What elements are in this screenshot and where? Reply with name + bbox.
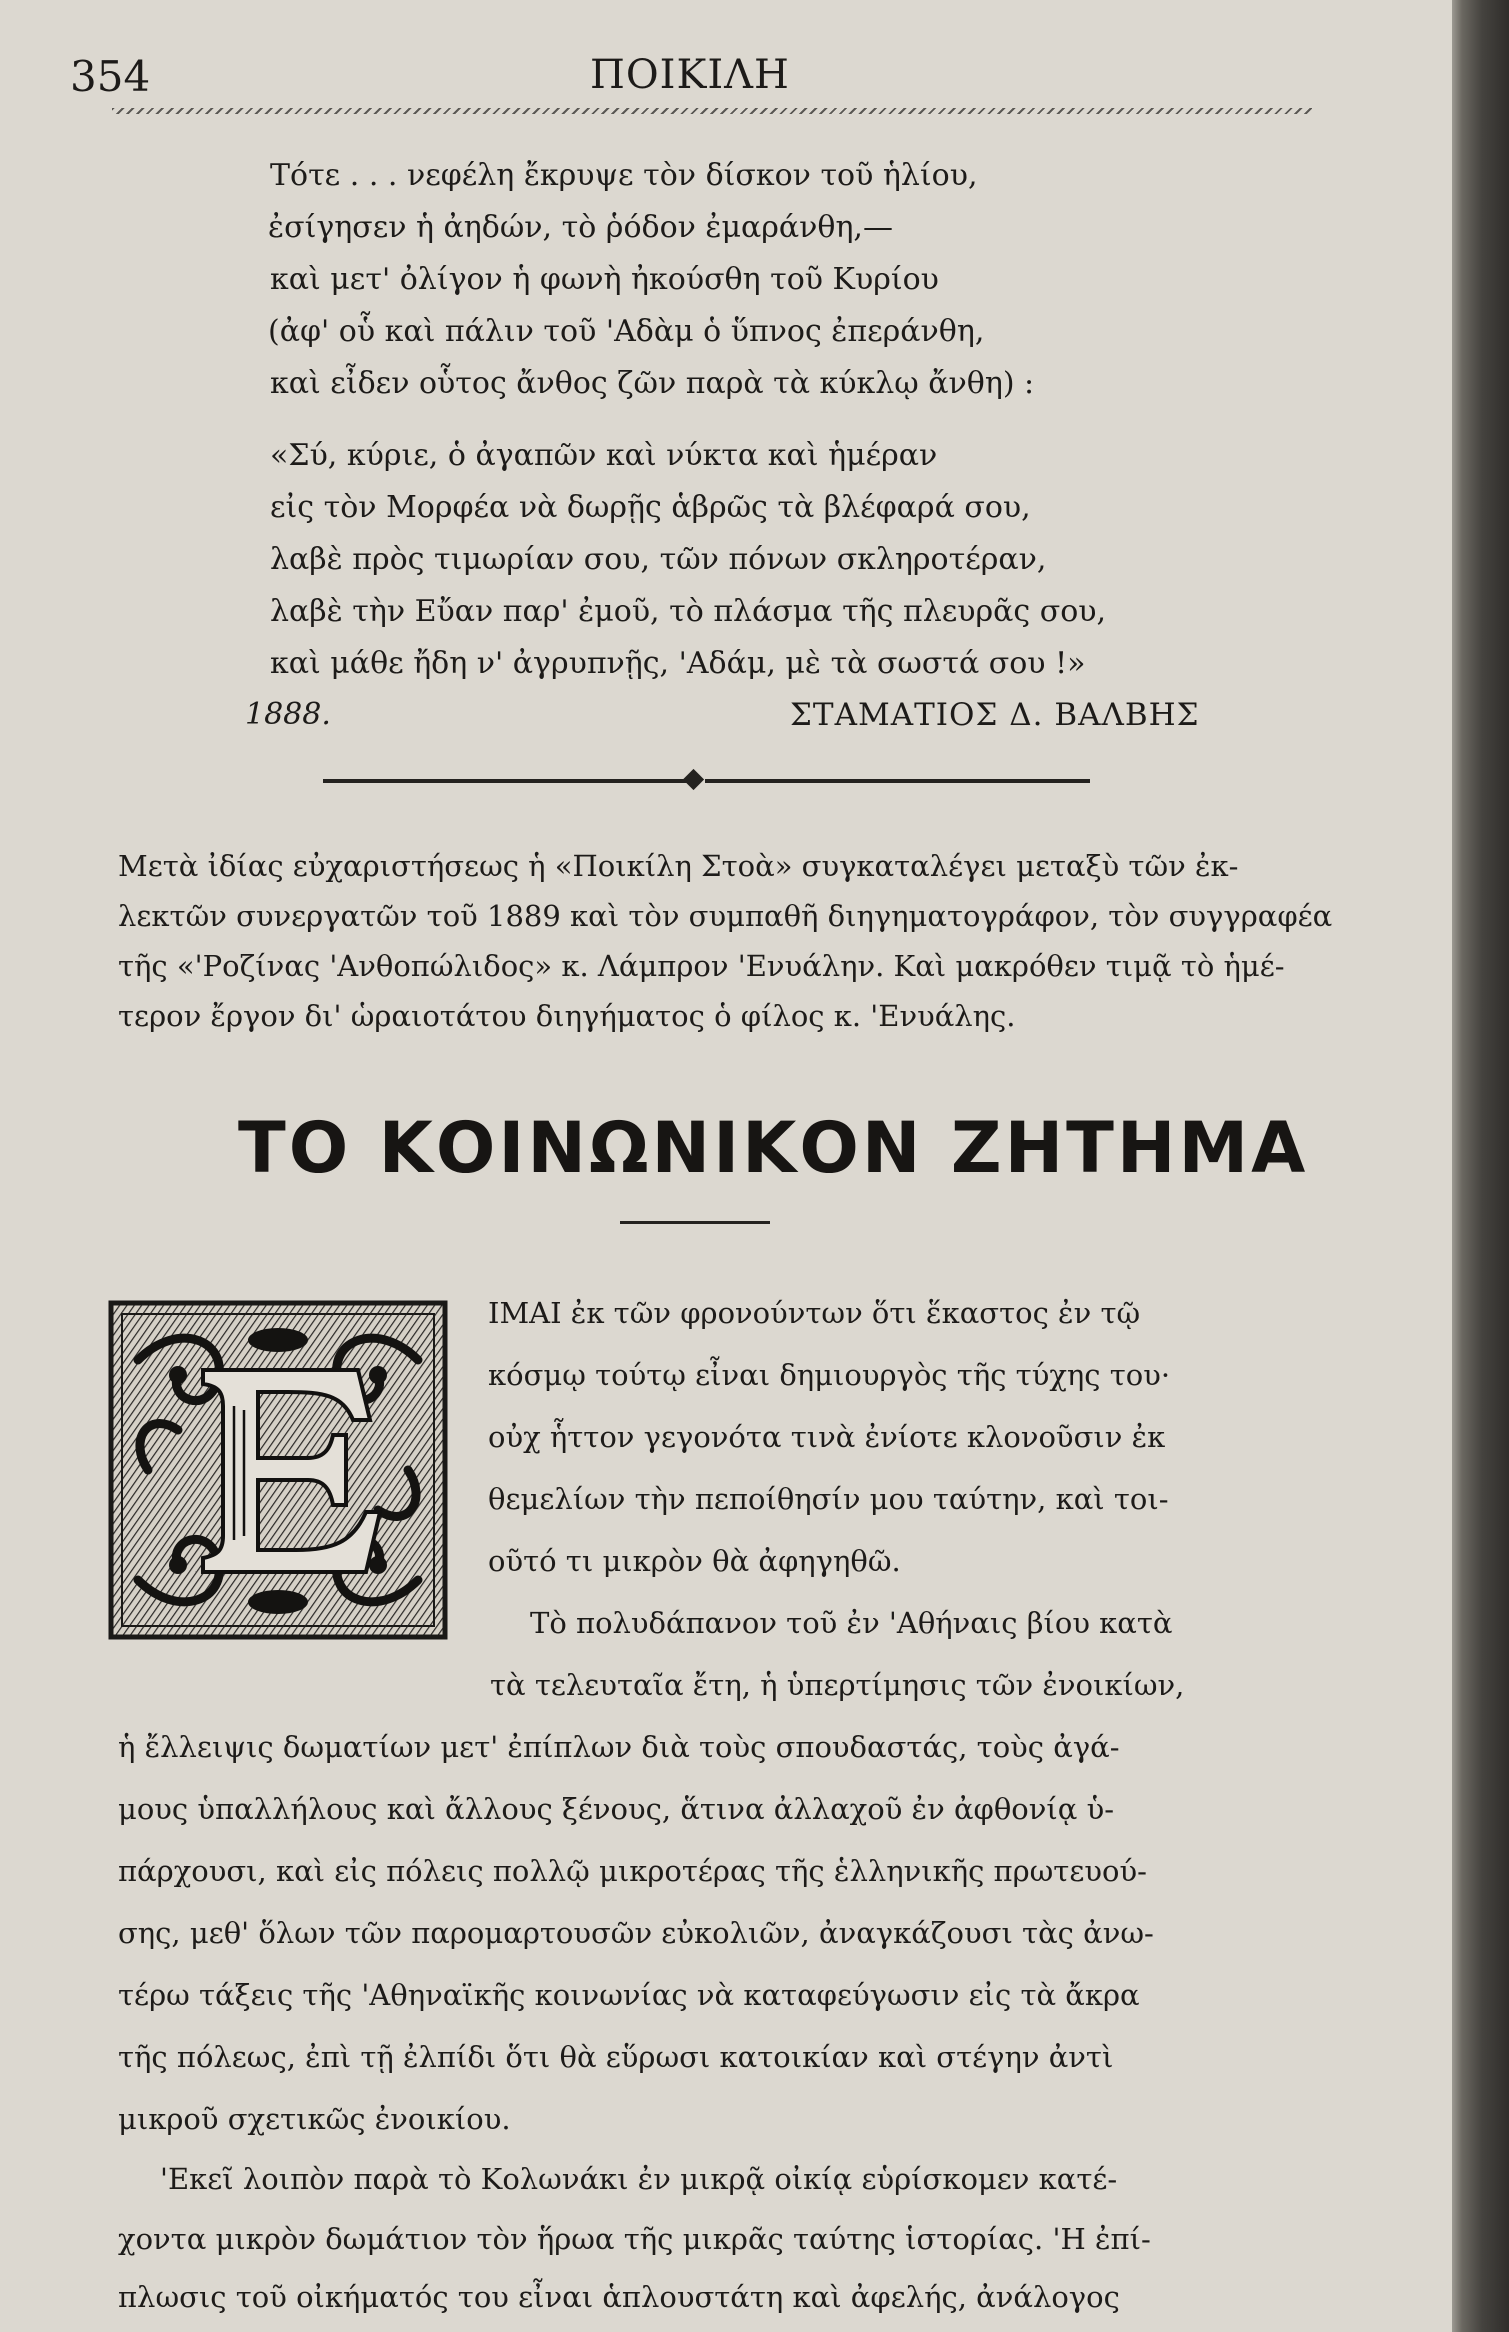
paragraph-line: χοντα μικρὸν δωμάτιον τὸν ἥρωα τῆς μικρᾶς ταύτης ἱστορίας. 'Η ἐπί- <box>118 2222 1151 2256</box>
note-line: τερον ἔργον δι' ὡραιοτάτου διηγήματος ὁ φίλος κ. 'Ενυάλης. <box>118 999 1016 1033</box>
paragraph-line: Τὸ πολυδάπανον τοῦ ἐν 'Αθήναις βίου κατὰ <box>530 1606 1173 1640</box>
poem-date: 1888. <box>245 697 331 732</box>
poem-line: (ἀφ' οὗ καὶ πάλιν τοῦ 'Αδὰμ ὁ ὕπνος ἐπεράνθη, <box>268 314 985 349</box>
paragraph-line: 'Εκεῖ λοιπὸν παρὰ τὸ Κολωνάκι ἐν μικρᾷ οἰκίᾳ εὑρίσκομεν κατέ- <box>160 2162 1118 2196</box>
poem-line: λαβὲ τὴν Εὔαν παρ' ἐμοῦ, τὸ πλάσμα τῆς πλευρᾶς σου, <box>270 594 1107 629</box>
drop-cap-ornament-icon <box>108 1300 448 1640</box>
paragraph-line: οὐχ ἧττον γεγονότα τινὰ ἐνίοτε κλονοῦσιν ἐκ <box>488 1420 1166 1454</box>
poem-line: καὶ μετ' ὀλίγον ἡ φωνὴ ἠκούσθη τοῦ Κυρίου <box>270 262 939 297</box>
paragraph-line: πλωσις τοῦ οἰκήματός του εἶναι ἁπλουστάτη καὶ ἀφελής, ἀνάλογος <box>118 2280 1120 2314</box>
paragraph-line: τῆς πόλεως, ἐπὶ τῇ ἐλπίδι ὅτι θὰ εὕρωσι κατοικίαν καὶ στέγην ἀντὶ <box>118 2040 1114 2074</box>
paragraph-line: σης, μεθ' ὅλων τῶν παρομαρτουσῶν εὐκολιῶν, ἀναγκάζουσι τὰς ἀνω- <box>118 1916 1154 1950</box>
poem-line: λαβὲ πρὸς τιμωρίαν σου, τῶν πόνων σκληροτέραν, <box>270 542 1047 577</box>
note-line: Μετὰ ἰδίας εὐχαριστήσεως ἡ «Ποικίλη Στοὰ» συγκαταλέγει μεταξὺ τῶν ἐκ- <box>118 849 1239 883</box>
paragraph-line: ἡ ἔλλειψις δωματίων μετ' ἐπίπλων διὰ τοὺς σπουδαστάς, τοὺς ἀγά- <box>118 1730 1120 1764</box>
header-rule <box>112 108 1312 114</box>
drop-cap <box>108 1300 448 1640</box>
separator-rule-right <box>705 779 1090 783</box>
paragraph-line: κόσμῳ τούτῳ εἶναι δημιουργὸς τῆς τύχης του· <box>488 1358 1171 1392</box>
poem-line: εἰς τὸν Μορφέα νὰ δωρῇς ἁβρῶς τὰ βλέφαρά σου, <box>270 490 1031 525</box>
poem-line: Τότε . . . νεφέλη ἔκρυψε τὸν δίσκον τοῦ ἡλίου, <box>270 158 978 193</box>
paragraph-line: τὰ τελευταῖα ἔτη, ἡ ὑπερτίμησις τῶν ἐνοικίων, <box>490 1668 1185 1702</box>
paragraph-line: μους ὑπαλλήλους καὶ ἄλλους ξένους, ἅτινα ἀλλαχοῦ ἐν ἀφθονίᾳ ὑ- <box>118 1792 1114 1826</box>
book-spine-shadow <box>1452 0 1509 2332</box>
paragraph-line: πάρχουσι, καὶ εἰς πόλεις πολλῷ μικροτέρας τῆς ἑλληνικῆς πρωτευού- <box>118 1854 1147 1888</box>
paragraph-line: μικροῦ σχετικῶς ἐνοικίου. <box>118 2102 511 2136</box>
poem-line: καὶ εἶδεν οὗτος ἄνθος ζῶν παρὰ τὰ κύκλῳ ἄνθη) : <box>270 366 1035 401</box>
article-title: ΤΟ ΚΟΙΝΩΝΙΚΟΝ ΖΗΤΗΜΑ <box>238 1107 1309 1189</box>
note-line: τῆς «'Ροζίνας 'Ανθοπώλιδος» κ. Λάμπρον 'Ενυάλην. Καὶ μακρόθεν τιμᾷ τὸ ἡμέ- <box>118 949 1285 983</box>
running-title: ΠΟΙΚΙΛΗ <box>590 52 790 98</box>
paragraph-line: θεμελίων τὴν πεποίθησίν μου ταύτην, καὶ τοι- <box>488 1482 1169 1516</box>
paragraph-line: τέρω τάξεις τῆς 'Αθηναϊκῆς κοινωνίας νὰ καταφεύγωσιν εἰς τὰ ἄκρα <box>118 1978 1140 2012</box>
poem-author: ΣΤΑΜΑΤΙΟΣ Δ. ΒΑΛΒΗΣ <box>790 697 1200 733</box>
note-line: λεκτῶν συνεργατῶν τοῦ 1889 καὶ τὸν συμπαθῆ διηγηματογράφον, τὸν συγγραφέα <box>118 899 1333 933</box>
paragraph-line: ΙΜΑΙ ἐκ τῶν φρονούντων ὅτι ἕκαστος ἐν τῷ <box>488 1296 1141 1330</box>
title-rule <box>620 1221 770 1224</box>
separator-diamond <box>683 769 704 790</box>
separator-rule-left <box>323 779 693 783</box>
poem-line: ἐσίγησεν ἡ ἀηδών, τὸ ῥόδον ἐμαράνθη,— <box>268 210 893 245</box>
poem-line: καὶ μάθε ἤδη ν' ἀγρυπνῇς, 'Αδάμ, μὲ τὰ σωστά σου !» <box>270 646 1086 681</box>
poem-line: «Σύ, κύριε, ὁ ἀγαπῶν καὶ νύκτα καὶ ἡμέραν <box>270 438 938 473</box>
page-number: 354 <box>70 52 151 101</box>
running-head <box>70 52 1310 112</box>
paragraph-line: οῦτό τι μικρὸν θὰ ἀφηγηθῶ. <box>488 1544 901 1578</box>
